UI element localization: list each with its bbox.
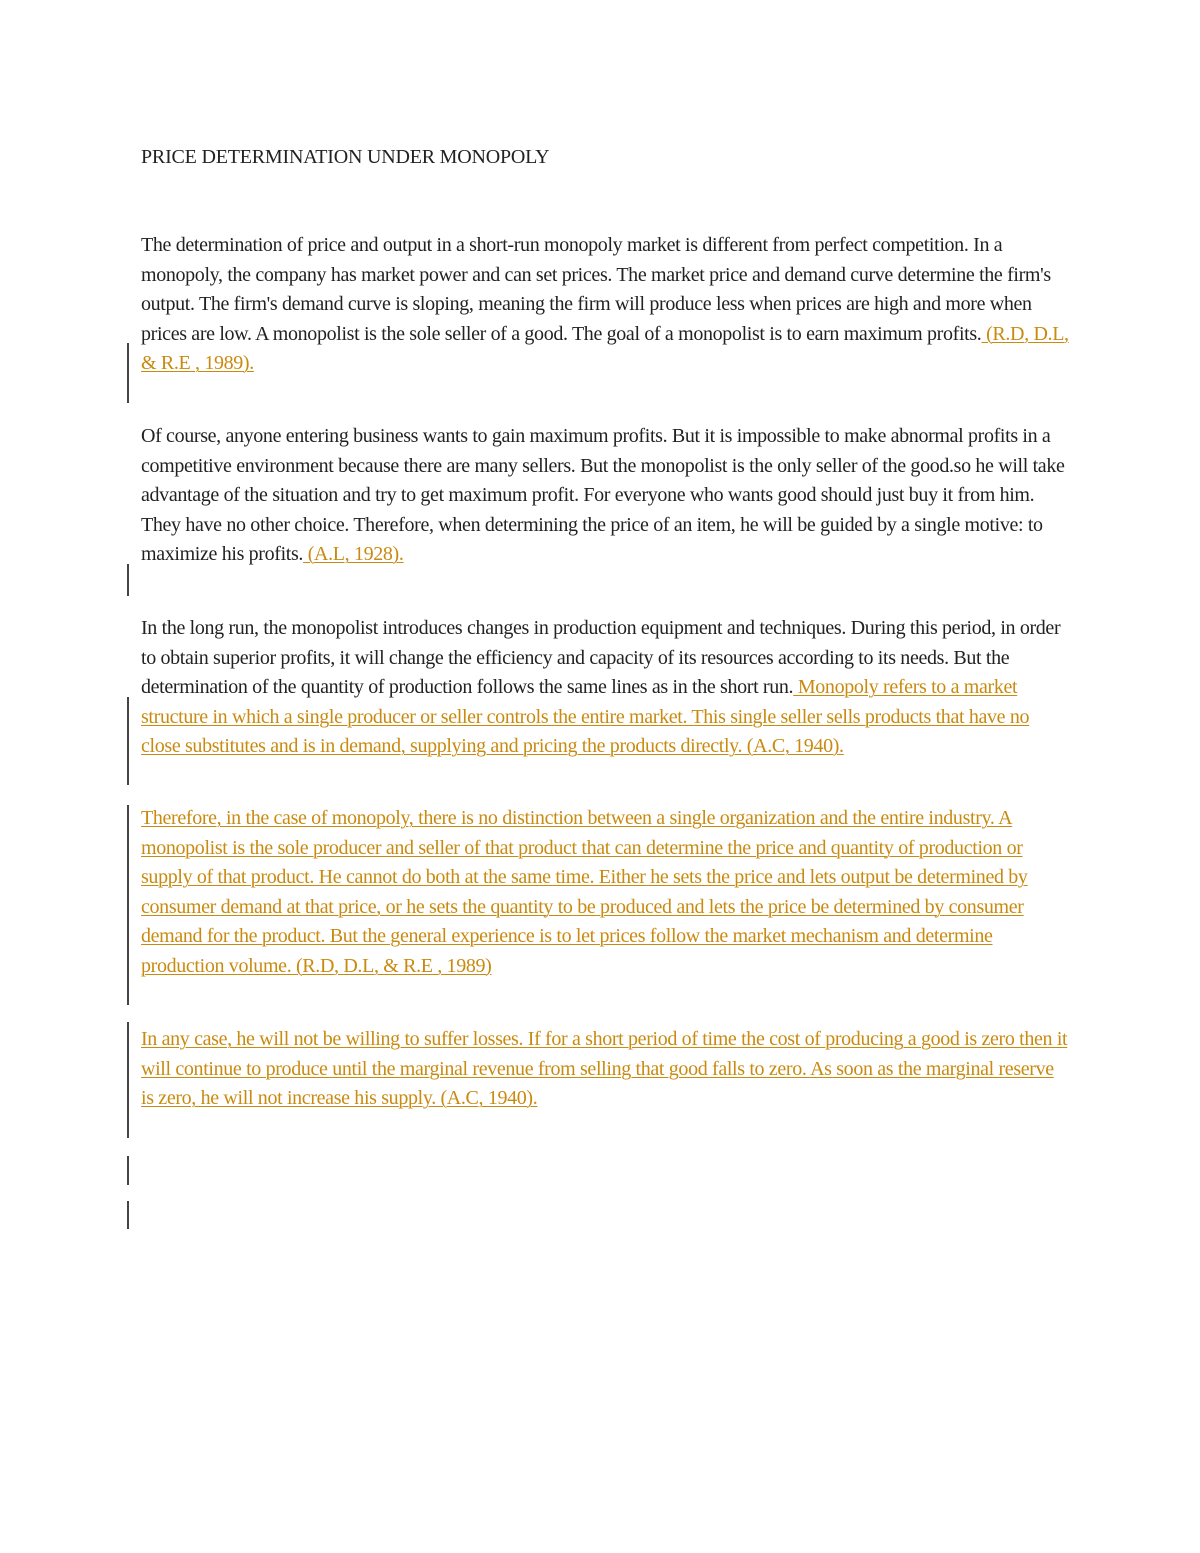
- paragraph-2: [141, 422, 1071, 570]
- paragraph-1-tracked-citation[interactable]: (R.D, D.L, & R.E , 1989).: [141, 322, 1069, 374]
- paragraph-3-tracked-insertion[interactable]: Monopoly refers to a market structure in which a single producer or seller controls the entire market. This single seller sells products that have no close substitutes and is in demand, supplying and pricing the products directly. (A.C, 1940).: [141, 676, 1030, 757]
- change-bar: [127, 564, 129, 596]
- change-bar: [127, 343, 129, 403]
- paragraph-4: [141, 804, 1071, 981]
- paragraph-1: [141, 231, 1071, 379]
- paragraph-2-text: Of course, anyone entering business wants to gain maximum profits. But it is impossible to make abnormal profits in a competitive environment because there are many sellers. But the monopolist is the only seller of the good.so he will take advantage of the situation and try to get maximum profit. For everyone who wants good should just buy it from him. They have no other choice. Therefore, when determining the price of an item, he will be guided by a single motive: to maximize his profits.: [141, 425, 1065, 565]
- change-bar: [127, 1201, 129, 1229]
- change-bar: [127, 1156, 129, 1185]
- paragraph-3: [141, 614, 1071, 762]
- paragraph-5-tracked-insertion[interactable]: In any case, he will not be willing to suffer losses. If for a short period of time the cost of producing a good is zero then it will continue to produce until the marginal revenue from selling that good falls to zero. As soon as the marginal reserve is zero, he will not increase his supply. (A.C, 1940).: [141, 1028, 1068, 1109]
- change-bar: [127, 1022, 129, 1138]
- document-title: PRICE DETERMINATION UNDER MONOPOLY: [141, 146, 550, 168]
- paragraph-1-text: The determination of price and output in a short-run monopoly market is different from perfect competition. In a monopoly, the company has market power and can set prices. The market price and demand curve determine the firm's output. The firm's demand curve is sloping, meaning the firm will produce less when prices are high and more when prices are low. A monopolist is the sole seller of a good. The goal of a monopolist is to earn maximum profits.: [141, 234, 1051, 345]
- change-bar: [127, 805, 129, 1005]
- paragraph-3-text: In the long run, the monopolist introduces changes in production equipment and techniques. During this period, in order to obtain superior profits, it will change the efficiency and capacity of its resources according to its needs. But the determination of the quantity of production follows the same lines as in the short run.: [141, 617, 1061, 698]
- change-bar: [127, 697, 129, 785]
- paragraph-5: [141, 1025, 1071, 1114]
- paragraph-2-tracked-citation[interactable]: (A.L, 1928).: [303, 543, 404, 565]
- paragraph-4-tracked-insertion[interactable]: Therefore, in the case of monopoly, there is no distinction between a single organization and the entire industry. A monopolist is the sole producer and seller of that product that can determine the price and quantity of production or supply of that product. He cannot do both at the same time. Either he sets the price and lets output be determined by consumer demand at that price, or he sets the quantity to be produced and lets the price be determined by consumer demand for the product. But the general experience is to let prices follow the market mechanism and determine production volume. (R.D, D.L, & R.E , 1989): [141, 807, 1028, 977]
